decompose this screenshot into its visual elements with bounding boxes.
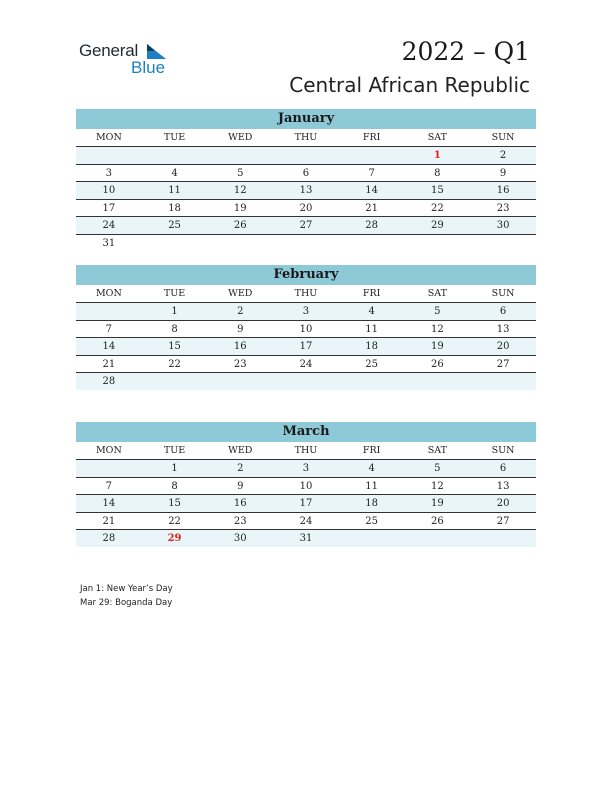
day-cell: 23 [233,358,247,370]
day-cell: 12 [431,480,444,492]
logo-general-text: General [79,41,139,60]
day-cell [339,235,405,252]
day-cell: 27 [496,515,510,527]
day-cell [142,147,208,164]
weekday-label: TUE [163,445,186,456]
weekday-label: SUN [491,132,515,143]
day-cell [405,530,471,547]
day-cell: 23 [496,202,510,214]
day-cell [76,460,142,477]
day-cell: 13 [299,185,313,196]
day-cell [339,530,405,547]
day-cell: 25 [168,220,181,231]
day-cell: 7 [105,480,113,492]
weekday-label: WED [228,132,253,143]
weekday-label: SUN [491,288,515,299]
generalblue-logo [79,41,179,77]
day-cell: 8 [171,323,178,335]
day-cell: 3 [105,167,113,179]
day-cell: 5 [237,167,244,179]
week-row [76,460,536,478]
day-cell: 6 [499,463,507,474]
day-cell [207,147,273,164]
day-cell: 26 [431,358,444,370]
weekday-label: SAT [427,132,447,143]
day-cell: 27 [496,358,510,370]
day-cell: 10 [299,323,313,335]
day-cell: 18 [168,202,181,214]
country-name: Central African Republic [289,73,530,97]
day-cell: 13 [496,323,510,335]
weekday-label: SUN [491,445,515,456]
weekday-label: FRI [362,132,381,143]
page-title: 2022 – Q1 [401,37,530,66]
day-cell: 29 [431,220,444,231]
week-row [76,147,536,165]
holiday-note: Mar 29: Boganda Day [80,598,173,608]
holiday-day-cell: 29 [167,533,182,544]
day-cell [273,147,339,164]
month-calendar-february [76,265,536,390]
weekday-header-row [76,442,536,460]
day-cell: 2 [237,463,244,474]
week-row [76,165,536,183]
day-cell: 8 [171,480,178,492]
day-cell: 11 [168,185,181,196]
week-row [76,200,536,218]
day-cell: 17 [102,202,116,214]
month-name: January [76,109,536,129]
day-cell: 6 [499,306,507,317]
month-name: March [76,422,536,442]
day-cell: 5 [434,463,441,474]
weekday-label: THU [294,288,318,299]
day-cell: 28 [102,376,116,387]
day-cell: 30 [233,533,247,544]
day-cell: 20 [496,341,510,352]
day-cell: 7 [368,167,375,179]
day-cell: 8 [434,167,441,179]
day-cell [470,530,536,547]
weekday-label: TUE [163,288,186,299]
holiday-notes [80,582,173,610]
day-cell: 17 [299,498,313,509]
day-cell: 21 [365,202,379,214]
weekday-label: SAT [427,445,447,456]
weekday-label: THU [294,132,318,143]
day-cell: 24 [299,515,313,527]
day-cell [405,373,471,390]
day-cell: 12 [431,323,444,335]
day-cell: 22 [168,358,181,370]
day-cell: 9 [499,167,507,179]
day-cell [273,373,339,390]
month-name: February [76,265,536,285]
weekday-label: SAT [427,288,447,299]
day-cell: 23 [233,515,247,527]
day-cell: 16 [233,341,247,352]
day-cell [470,235,536,252]
day-cell: 9 [237,480,244,492]
day-cell [76,147,142,164]
day-cell: 3 [302,463,310,474]
day-cell: 11 [365,480,379,492]
day-cell [76,303,142,320]
day-cell: 7 [105,323,113,335]
day-cell [207,373,273,390]
day-cell: 18 [365,341,379,352]
week-row [76,356,536,374]
week-row [76,530,536,547]
day-cell: 9 [237,323,244,335]
week-row [76,321,536,339]
day-cell: 19 [233,202,247,214]
day-cell: 11 [365,323,379,335]
day-cell: 19 [431,498,444,509]
day-cell: 3 [302,306,310,317]
day-cell: 24 [299,358,313,370]
day-cell: 13 [496,480,510,492]
day-cell: 27 [299,220,313,231]
day-cell: 21 [102,515,116,527]
day-cell: 31 [102,237,116,249]
holiday-day-cell: 1 [433,150,441,161]
day-cell: 25 [365,515,379,527]
day-cell: 17 [299,341,313,352]
week-row [76,338,536,356]
day-cell: 19 [431,341,444,352]
day-cell: 31 [299,533,313,544]
week-row [76,217,536,235]
weekday-header-row [76,285,536,303]
week-row [76,478,536,496]
day-cell: 10 [102,185,116,196]
day-cell: 15 [168,498,181,509]
day-cell [405,235,471,252]
weekday-label: WED [228,288,253,299]
day-cell: 10 [299,480,313,492]
day-cell: 20 [496,498,510,509]
day-cell: 2 [499,150,507,161]
day-cell: 26 [431,515,444,527]
day-cell: 1 [171,463,178,474]
day-cell [142,373,208,390]
weekday-label: FRI [362,445,381,456]
weekday-label: TUE [163,132,186,143]
day-cell: 14 [102,498,116,509]
week-row [76,182,536,200]
weekday-label: WED [228,445,253,456]
day-cell: 2 [237,306,244,317]
day-cell: 6 [302,167,310,179]
day-cell: 4 [368,306,375,317]
month-calendar-january [76,109,536,251]
day-cell: 28 [365,220,379,231]
day-cell: 15 [168,341,181,352]
week-row [76,373,536,390]
day-cell: 21 [102,358,116,370]
weekday-label: MON [95,132,122,143]
day-cell: 15 [431,185,444,196]
week-row [76,513,536,531]
month-calendar-march [76,422,536,547]
day-cell: 28 [102,533,116,544]
day-cell: 16 [233,498,247,509]
day-cell: 14 [365,185,379,196]
day-cell: 22 [168,515,181,527]
day-cell [339,373,405,390]
day-cell [207,235,273,252]
weekday-label: MON [95,288,122,299]
week-row [76,235,536,252]
weekday-header-row [76,129,536,147]
day-cell: 30 [496,220,510,231]
day-cell: 18 [365,498,379,509]
day-cell: 1 [171,306,178,317]
day-cell: 14 [102,341,116,352]
logo-blue-text: Blue [131,58,166,77]
day-cell: 16 [496,185,510,196]
day-cell: 4 [171,167,178,179]
day-cell [470,373,536,390]
day-cell: 24 [102,220,116,231]
day-cell: 22 [431,202,444,214]
day-cell: 12 [233,185,247,196]
weekday-label: THU [294,445,318,456]
weekday-label: FRI [362,288,381,299]
day-cell [142,235,208,252]
day-cell: 25 [365,358,379,370]
day-cell: 4 [368,463,375,474]
holiday-note: Jan 1: New Year’s Day [80,584,173,594]
week-row [76,495,536,513]
day-cell: 26 [233,220,247,231]
day-cell: 20 [299,202,313,214]
day-cell [339,147,405,164]
day-cell: 5 [434,306,441,317]
day-cell [273,235,339,252]
week-row [76,303,536,321]
weekday-label: MON [95,445,122,456]
